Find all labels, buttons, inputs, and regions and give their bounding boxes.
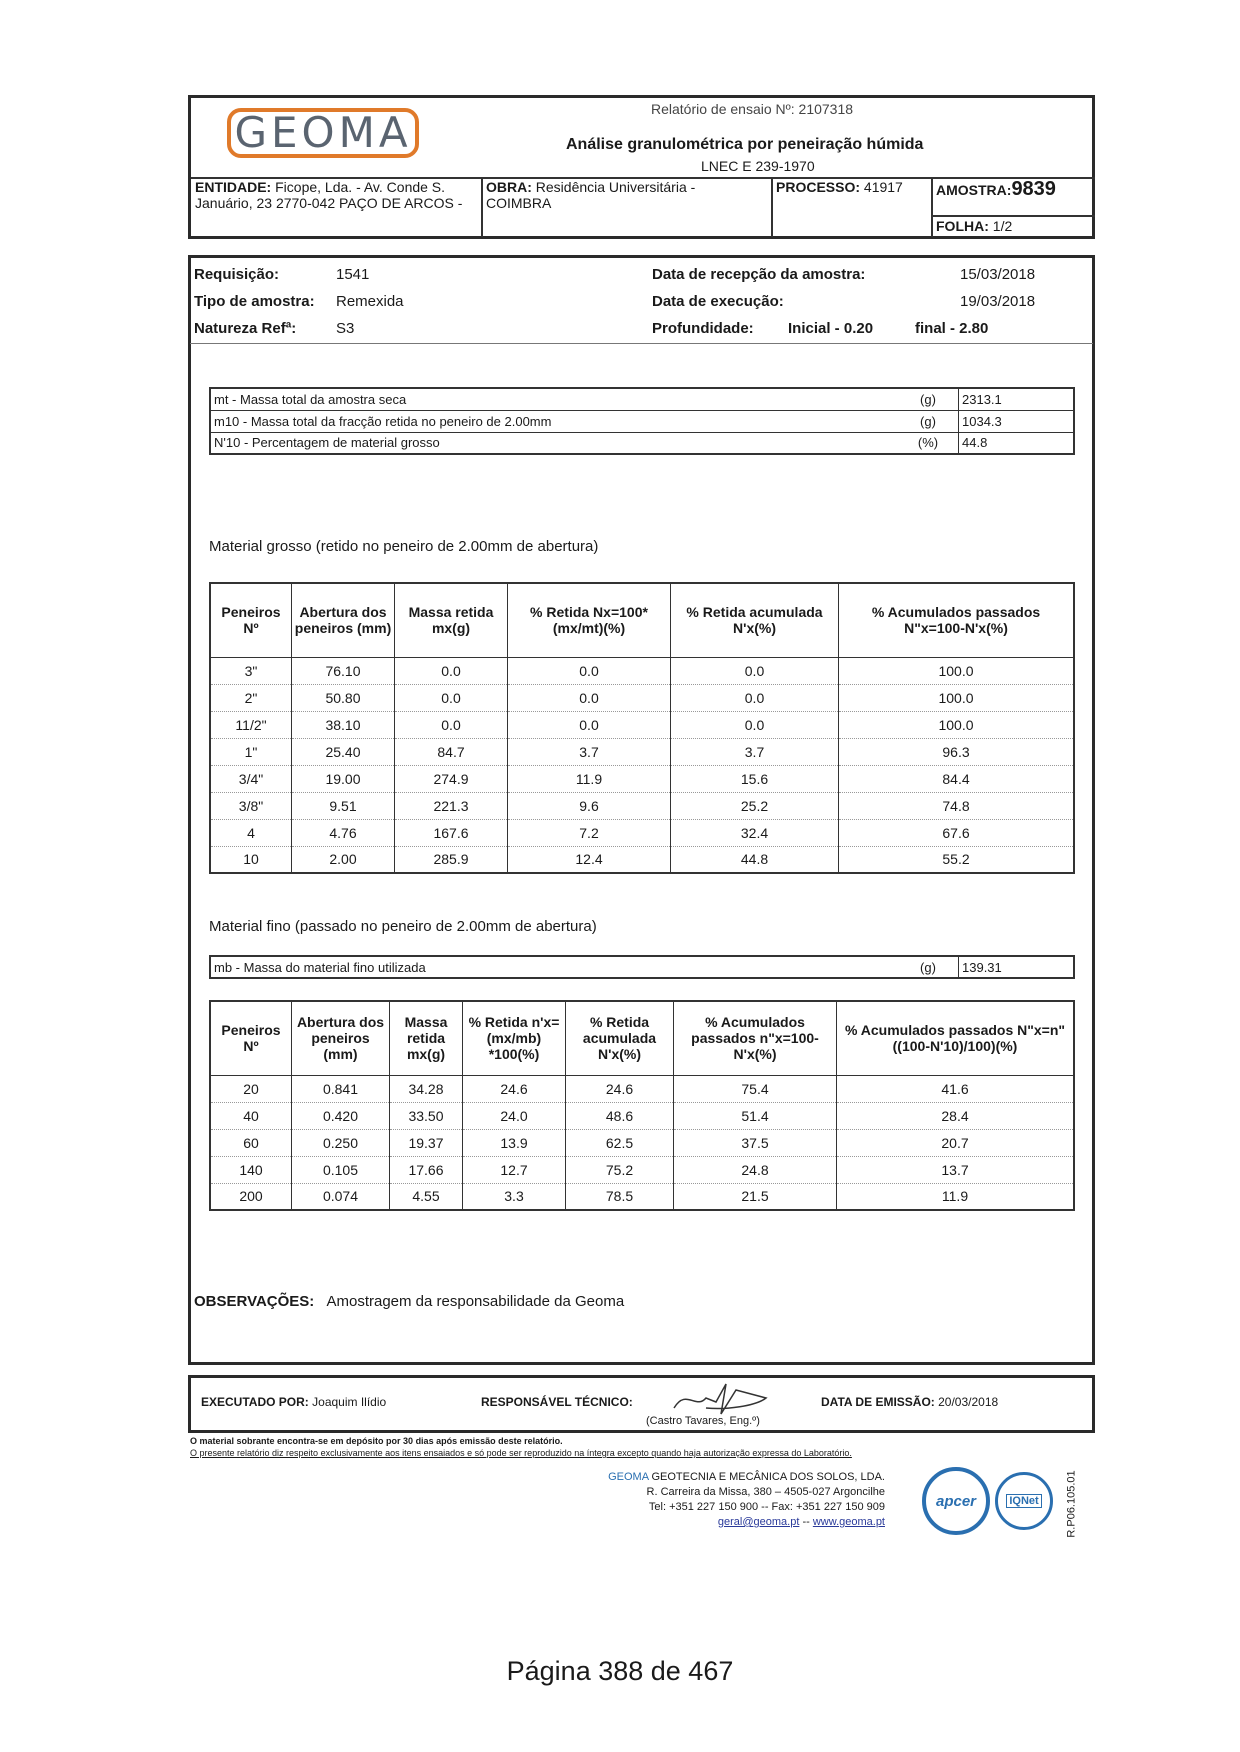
- company-brand: GEOMA: [608, 1471, 649, 1483]
- company-info: [545, 1470, 885, 1530]
- mass-unit: (g): [898, 388, 959, 410]
- page-number: Página 388 de 467: [506, 1656, 734, 1686]
- table-cell: 13.9: [463, 1129, 566, 1156]
- company-address: R. Carreira da Missa, 380 – 4505-027 Argoncilhe: [646, 1486, 885, 1498]
- table-cell: 0.074: [292, 1183, 390, 1210]
- table-row: [210, 410, 1074, 432]
- processo-value: 41917: [863, 179, 903, 195]
- fine-table: [209, 1000, 1075, 1211]
- mb-unit: (g): [898, 956, 959, 978]
- mass-label: m10 - Massa total da fracção retida no peneiro de 2.00mm: [210, 410, 898, 432]
- signature-box: [188, 1375, 1095, 1433]
- observacoes-label: OBSERVAÇÕES:: [194, 1293, 315, 1310]
- table-cell: 15.6: [671, 765, 839, 792]
- table-cell: 33.50: [390, 1102, 463, 1129]
- table-cell: 0.105: [292, 1156, 390, 1183]
- table-row: [210, 684, 1074, 711]
- doc-code: R.P06.105.01: [1065, 1470, 1078, 1538]
- emissao: [821, 1395, 998, 1409]
- mass-unit: (g): [898, 410, 959, 432]
- company-line-1: [545, 1470, 885, 1485]
- observacoes: [194, 1293, 624, 1310]
- col-header: % Retida acumulada N'x(%): [671, 583, 839, 657]
- table-cell: 11/2": [210, 711, 292, 738]
- table-cell: 34.28: [390, 1075, 463, 1102]
- web-sep: --: [802, 1516, 810, 1528]
- table-cell: 4.55: [390, 1183, 463, 1210]
- geoma-logo: [227, 108, 419, 158]
- table-cell: 19.00: [292, 765, 395, 792]
- table-cell: 9.51: [292, 792, 395, 819]
- table-cell: 40: [210, 1102, 292, 1129]
- table-cell: 50.80: [292, 684, 395, 711]
- table-row: [210, 1183, 1074, 1210]
- table-cell: 75.4: [674, 1075, 837, 1102]
- table-cell: 48.6: [566, 1102, 674, 1129]
- apcer-text: apcer: [935, 1492, 977, 1510]
- iqnet-text: IQNet: [1006, 1494, 1041, 1508]
- responsavel-label: RESPONSÁVEL TÉCNICO:: [481, 1395, 633, 1409]
- table-cell: 3.7: [508, 738, 671, 765]
- mass-value: 1034.3: [959, 410, 1075, 432]
- fine-body: [210, 1075, 1074, 1210]
- table-cell: 167.6: [395, 819, 508, 846]
- col-header: % Retida n'x=(mx/mb) *100(%): [463, 1001, 566, 1075]
- table-row: [210, 1129, 1074, 1156]
- fine-title: Material fino (passado no peneiro de 2.00mm de abertura): [209, 918, 597, 935]
- table-cell: 25.2: [671, 792, 839, 819]
- table-cell: 44.8: [671, 846, 839, 873]
- table-cell: 0.0: [508, 711, 671, 738]
- table-cell: 78.5: [566, 1183, 674, 1210]
- table-cell: 96.3: [839, 738, 1075, 765]
- table-cell: 17.66: [390, 1156, 463, 1183]
- processo-cell: [776, 179, 903, 195]
- table-cell: 0.0: [508, 657, 671, 684]
- table-cell: 0.0: [671, 657, 839, 684]
- logo-text: GEOMA: [234, 108, 412, 157]
- table-cell: 4: [210, 819, 292, 846]
- executado: [201, 1395, 386, 1409]
- executado-label: EXECUTADO POR:: [201, 1395, 309, 1409]
- coarse-table: [209, 582, 1075, 874]
- tipo-value: Remexida: [336, 293, 404, 310]
- table-cell: 28.4: [837, 1102, 1075, 1129]
- table-cell: 62.5: [566, 1129, 674, 1156]
- table-cell: 0.420: [292, 1102, 390, 1129]
- obra-cell: [486, 179, 751, 211]
- table-cell: 55.2: [839, 846, 1075, 873]
- table-row: [210, 657, 1074, 684]
- entidade-label: ENTIDADE:: [195, 179, 272, 195]
- recepcao-label: Data de recepção da amostra:: [652, 266, 866, 283]
- table-row: [210, 846, 1074, 873]
- table-cell: 21.5: [674, 1183, 837, 1210]
- table-cell: 3/8": [210, 792, 292, 819]
- table-cell: 13.7: [837, 1156, 1075, 1183]
- mass-label: mt - Massa total da amostra seca: [210, 388, 898, 410]
- col-header: Massa retida mx(g): [390, 1001, 463, 1075]
- table-row: [210, 1075, 1074, 1102]
- table-header-row: [210, 1001, 1074, 1075]
- table-row: [210, 765, 1074, 792]
- table-cell: 38.10: [292, 711, 395, 738]
- table-cell: 3.3: [463, 1183, 566, 1210]
- table-cell: 0.841: [292, 1075, 390, 1102]
- requisicao-value: 1541: [336, 266, 370, 283]
- table-cell: 100.0: [839, 711, 1075, 738]
- table-cell: 3.7: [671, 738, 839, 765]
- iqnet-logo: [995, 1472, 1053, 1530]
- emissao-value: 20/03/2018: [938, 1395, 999, 1409]
- mass-unit: (%): [898, 432, 959, 454]
- table-cell: 74.8: [839, 792, 1075, 819]
- table-cell: 24.0: [463, 1102, 566, 1129]
- folha-label: FOLHA:: [936, 218, 989, 234]
- table-cell: 2": [210, 684, 292, 711]
- company-web: [545, 1515, 885, 1530]
- tipo-label: Tipo de amostra:: [194, 293, 315, 310]
- natureza-value: S3: [336, 320, 355, 337]
- table-cell: 140: [210, 1156, 292, 1183]
- table-row: [210, 432, 1074, 454]
- table-cell: 3": [210, 657, 292, 684]
- col-header: Massa retida mx(g): [395, 583, 508, 657]
- col-header: % Acumulados passados N"x=100-N'x(%): [839, 583, 1075, 657]
- recepcao-value: 15/03/2018: [960, 266, 1036, 283]
- amostra-label: AMOSTRA:: [936, 182, 1012, 198]
- table-cell: 24.8: [674, 1156, 837, 1183]
- table-cell: 221.3: [395, 792, 508, 819]
- table-cell: 100.0: [839, 684, 1075, 711]
- info-divider: [190, 343, 1093, 344]
- mb-table: [209, 955, 1075, 979]
- table-cell: 20.7: [837, 1129, 1075, 1156]
- profundidade-inicial: Inicial - 0.20: [788, 320, 874, 337]
- mb-value: 139.31: [959, 956, 1075, 978]
- table-cell: 11.9: [508, 765, 671, 792]
- col-header: % Retida Nx=100*(mx/mt)(%): [508, 583, 671, 657]
- report-norm: LNEC E 239-1970: [701, 158, 815, 174]
- table-cell: 0.0: [671, 711, 839, 738]
- footer-note-1: O material sobrante encontra-se em depósito por 30 dias após emissão deste relatório.: [190, 1436, 563, 1446]
- table-cell: 84.7: [395, 738, 508, 765]
- table-cell: 0.0: [508, 684, 671, 711]
- mass-value: 44.8: [959, 432, 1075, 454]
- table-cell: 76.10: [292, 657, 395, 684]
- amostra-value: 9839: [1011, 178, 1056, 200]
- website-link[interactable]: www.geoma.pt: [812, 1516, 885, 1528]
- col-header: % Acumulados passados n"x=100-N'x(%): [674, 1001, 837, 1075]
- table-cell: 200: [210, 1183, 292, 1210]
- folha-divider: [931, 215, 1095, 217]
- responsavel-name: (Castro Tavares, Eng.º): [646, 1415, 760, 1427]
- table-cell: 4.76: [292, 819, 395, 846]
- col-header: Abertura dos peneiros (mm): [292, 1001, 390, 1075]
- company-phone: Tel: +351 227 150 900 -- Fax: +351 227 150 909: [648, 1501, 885, 1513]
- table-cell: 7.2: [508, 819, 671, 846]
- email-link[interactable]: geral@geoma.pt: [717, 1516, 800, 1528]
- table-cell: 0.0: [671, 684, 839, 711]
- col-header: % Acumulados passados N"x=n"((100-N'10)/100)(%): [837, 1001, 1075, 1075]
- profundidade-final: final - 2.80: [915, 320, 989, 337]
- execucao-label: Data de execução:: [652, 293, 784, 310]
- table-cell: 0.0: [395, 657, 508, 684]
- signature: [666, 1380, 776, 1418]
- col-header: Abertura dos peneiros (mm): [292, 583, 395, 657]
- folha-cell: [936, 218, 1012, 234]
- footer-note-2: O presente relatório diz respeito exclusivamente aos itens ensaiados e só pode ser reproduzido na íntegra excepto quando haja autorização expressa do Laboratório.: [190, 1448, 852, 1458]
- entidade-value: Ficope, Lda. - Av. Conde S. Januário, 23 2770-042 PAÇO DE ARCOS -: [195, 179, 463, 211]
- obra-value: Residência Universitária - COIMBRA: [486, 179, 696, 211]
- table-cell: 2.00: [292, 846, 395, 873]
- report-number: Relatório de ensaio Nº: 2107318: [651, 101, 854, 117]
- amostra-cell: [936, 178, 1056, 201]
- table-row: [210, 792, 1074, 819]
- mass-label: N'10 - Percentagem de material grosso: [210, 432, 898, 454]
- mb-label: mb - Massa do material fino utilizada: [210, 956, 898, 978]
- table-cell: 0.0: [395, 711, 508, 738]
- folha-value: 1/2: [992, 218, 1013, 234]
- table-row: [210, 1102, 1074, 1129]
- table-cell: 12.4: [508, 846, 671, 873]
- col-header: Peneiros Nº: [210, 1001, 292, 1075]
- table-row: [210, 738, 1074, 765]
- processo-label: PROCESSO:: [776, 179, 861, 195]
- col-header: Peneiros Nº: [210, 583, 292, 657]
- cell-sep-3: [931, 177, 933, 237]
- table-cell: 25.40: [292, 738, 395, 765]
- requisicao-label: Requisição:: [194, 266, 280, 283]
- natureza-label: Natureza Refª:: [194, 320, 297, 337]
- table-header-row: [210, 583, 1074, 657]
- col-header: % Retida acumulada N'x(%): [566, 1001, 674, 1075]
- report-header: [188, 95, 1095, 239]
- report-title: Análise granulométrica por peneiração húmida: [566, 136, 924, 153]
- table-cell: 19.37: [390, 1129, 463, 1156]
- table-cell: 10: [210, 846, 292, 873]
- cell-sep-2: [771, 177, 773, 237]
- table-cell: 67.6: [839, 819, 1075, 846]
- table-cell: 0.0: [395, 684, 508, 711]
- table-cell: 0.250: [292, 1129, 390, 1156]
- table-cell: 51.4: [674, 1102, 837, 1129]
- profundidade-label: Profundidade:: [652, 320, 754, 337]
- table-cell: 60: [210, 1129, 292, 1156]
- coarse-title: Material grosso (retido no peneiro de 2.00mm de abertura): [209, 538, 599, 555]
- table-cell: 285.9: [395, 846, 508, 873]
- table-cell: 3/4": [210, 765, 292, 792]
- company-name: GEOTECNIA E MECÂNICA DOS SOLOS, LDA.: [651, 1471, 885, 1483]
- table-cell: 20: [210, 1075, 292, 1102]
- table-cell: 274.9: [395, 765, 508, 792]
- executado-value: Joaquim Ilídio: [312, 1395, 387, 1409]
- table-row: [210, 956, 1074, 978]
- observacoes-value: Amostragem da responsabilidade da Geoma: [326, 1293, 625, 1310]
- table-cell: 11.9: [837, 1183, 1075, 1210]
- coarse-body: [210, 657, 1074, 873]
- table-row: [210, 711, 1074, 738]
- mass-value: 2313.1: [959, 388, 1075, 410]
- table-cell: 84.4: [839, 765, 1075, 792]
- table-cell: 24.6: [463, 1075, 566, 1102]
- entidade-cell: [195, 179, 475, 211]
- emissao-label: DATA DE EMISSÃO:: [821, 1395, 935, 1409]
- apcer-logo: [922, 1467, 990, 1535]
- table-row: [210, 388, 1074, 410]
- table-cell: 12.7: [463, 1156, 566, 1183]
- table-row: [210, 1156, 1074, 1183]
- cell-sep-1: [481, 177, 483, 237]
- table-cell: 1": [210, 738, 292, 765]
- table-cell: 24.6: [566, 1075, 674, 1102]
- table-row: [210, 819, 1074, 846]
- table-cell: 37.5: [674, 1129, 837, 1156]
- mass-table: [209, 387, 1075, 455]
- table-cell: 41.6: [837, 1075, 1075, 1102]
- table-cell: 9.6: [508, 792, 671, 819]
- execucao-value: 19/03/2018: [960, 293, 1036, 310]
- table-cell: 75.2: [566, 1156, 674, 1183]
- table-cell: 32.4: [671, 819, 839, 846]
- table-cell: 100.0: [839, 657, 1075, 684]
- obra-label: OBRA:: [486, 179, 532, 195]
